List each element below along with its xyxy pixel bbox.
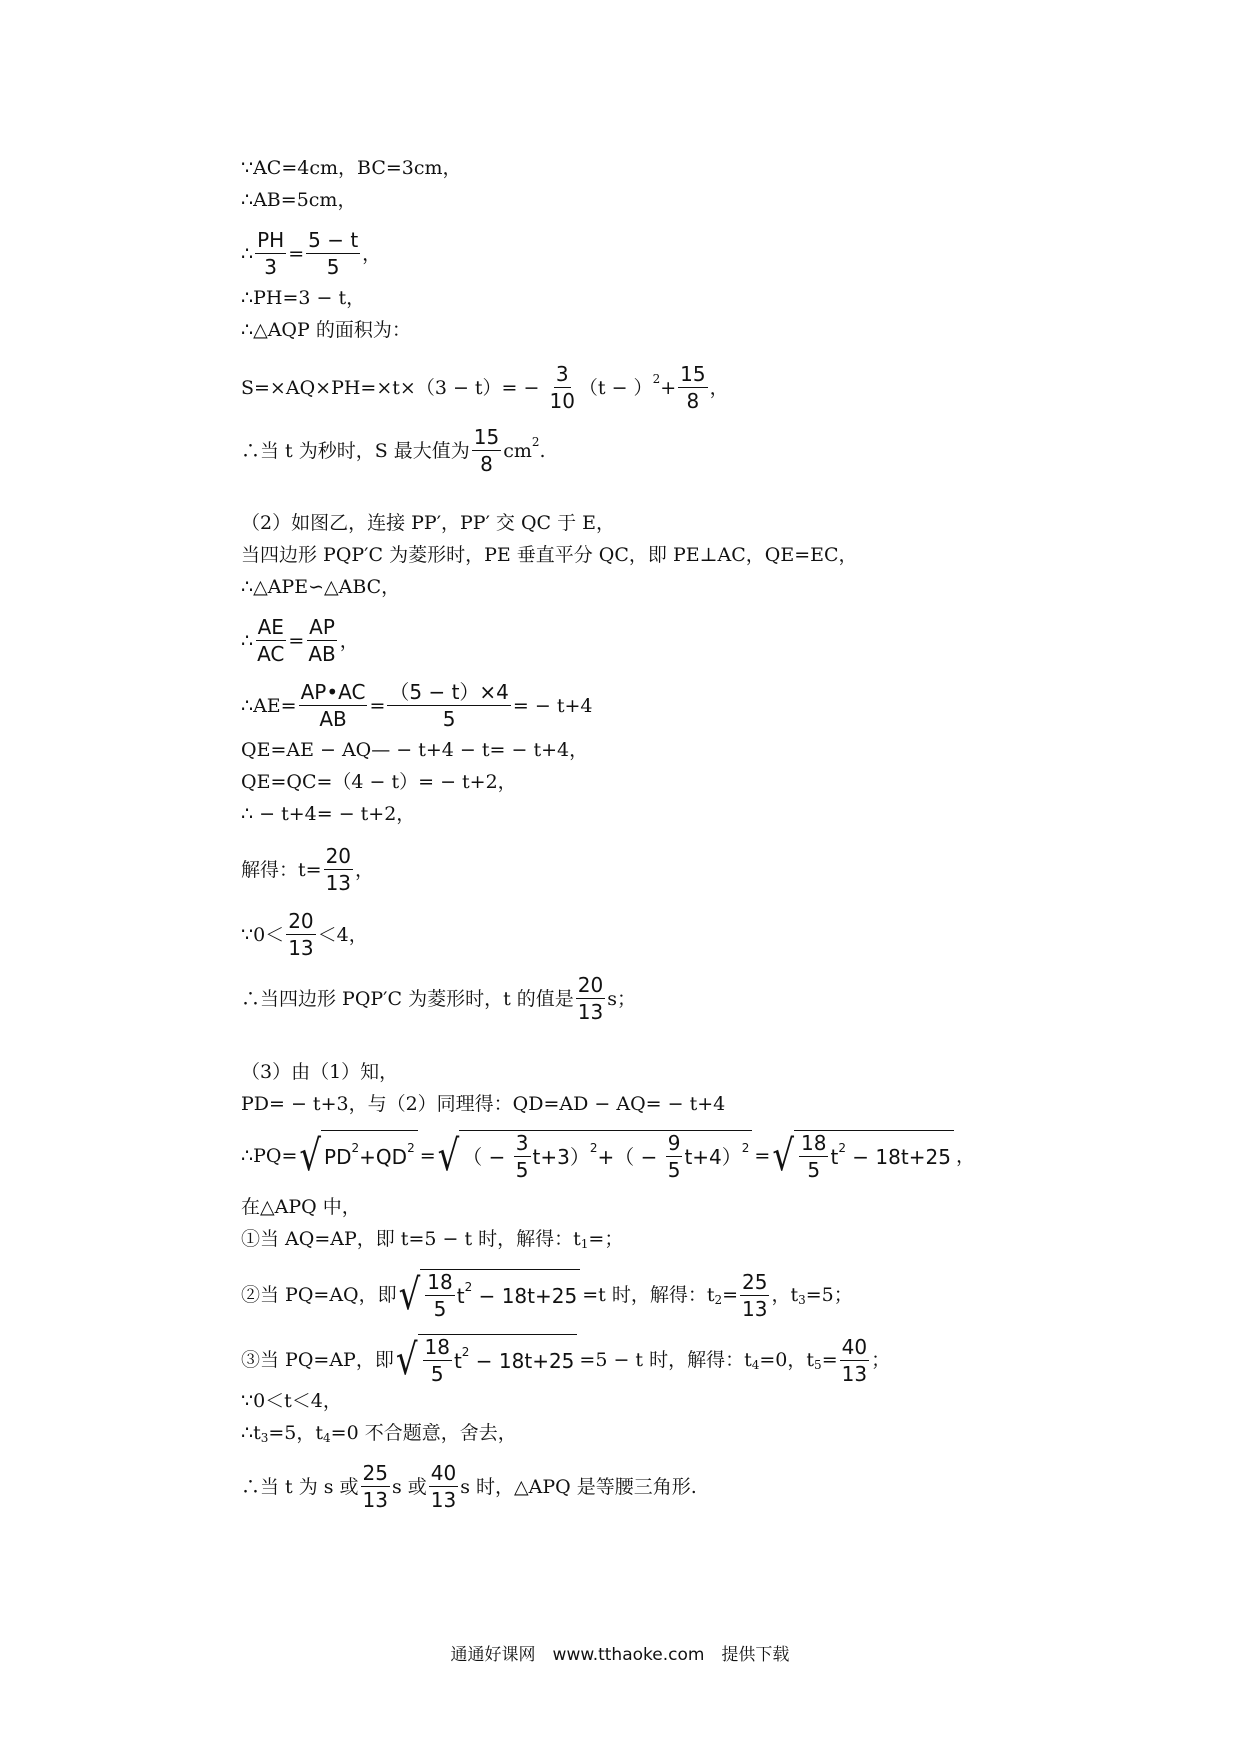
- denominator: 5: [667, 1158, 681, 1182]
- text: ∴△AQP 的面积为：: [241, 319, 411, 341]
- superscript: 2: [351, 1140, 360, 1155]
- line: [241, 1422, 517, 1444]
- denominator: 5: [442, 707, 456, 731]
- text: （3）由（1）知，: [241, 1061, 399, 1083]
- text: =: [821, 1349, 838, 1371]
- denominator: AB: [308, 642, 336, 666]
- fraction: [576, 973, 605, 1024]
- text: ∵0＜t＜4，: [241, 1390, 342, 1412]
- text: 解得：t=: [241, 858, 322, 881]
- text: s；: [607, 987, 636, 1010]
- formula-line: [241, 362, 729, 413]
- text: =: [369, 694, 386, 717]
- formula-line: [241, 1269, 853, 1321]
- fraction-line: [241, 844, 374, 895]
- line: [241, 576, 400, 598]
- text: QE=QC=（4 − t）= − t+2，: [241, 771, 517, 793]
- numerator: 25: [742, 1269, 768, 1294]
- text: 当四边形 PQP′C 为菱形时，PE 垂直平分 QC，即 PE⊥AC，QE=EC，: [241, 544, 858, 566]
- text: S=×AQ×PH=×t×（3 − t）= −: [241, 376, 546, 399]
- subscript: 3: [798, 1293, 806, 1307]
- numerator: AP: [309, 615, 335, 639]
- text: ∴当四边形 PQP′C 为菱形时，t 的值是: [241, 987, 574, 1010]
- fraction: [306, 228, 360, 279]
- text: ∴PQ=: [241, 1145, 298, 1167]
- fraction: [286, 909, 315, 960]
- text: （ −: [462, 1144, 512, 1169]
- fraction: [840, 1335, 869, 1386]
- text: − 18t+25: [472, 1283, 578, 1308]
- text: =: [754, 1145, 771, 1167]
- fraction-line: [241, 615, 359, 666]
- fraction: [678, 362, 707, 413]
- denominator: 13: [362, 1488, 388, 1512]
- line: [241, 1390, 342, 1412]
- denominator: 10: [549, 389, 575, 413]
- line: [241, 287, 365, 309]
- denominator: 13: [841, 1361, 868, 1386]
- numerator: 18: [427, 1270, 453, 1294]
- text: =；: [588, 1228, 624, 1250]
- text: ∴PH=3 − t，: [241, 287, 366, 309]
- square-root: √ $\frac{18}{5}$ t 2 − 18t+25: [772, 1130, 954, 1182]
- fraction: [799, 1131, 828, 1182]
- line: [241, 1061, 398, 1083]
- text: t+3）: [532, 1144, 590, 1169]
- text: PD= − t+3，与（2）同理得：QD=AD − AQ= − t+4: [241, 1093, 726, 1115]
- text: ，: [339, 629, 359, 652]
- numerator: （5 − t）×4: [389, 680, 509, 704]
- denominator: 13: [325, 871, 352, 895]
- fraction: [361, 1461, 390, 1512]
- denominator: AB: [319, 707, 347, 731]
- square-root: √ （ − $\frac{3}{5}$ t+3） 2 +（ − $\frac{9}{5}$ t+4） 2: [438, 1130, 753, 1182]
- text: ③当 PQ=AP，即: [241, 1349, 394, 1371]
- text: − 18t+25: [845, 1144, 951, 1169]
- text: =: [288, 242, 305, 265]
- text: PD: [324, 1144, 352, 1169]
- text: QE=AE − AQ— − t+4 − t= − t+4，: [241, 739, 589, 761]
- fraction: [423, 1335, 452, 1386]
- subscript: 1: [580, 1237, 589, 1251]
- text: ①当 AQ=AP，即 t=5 − t 时，解得：t: [241, 1228, 581, 1250]
- square-root: √ $\frac{18}{5}$ t 2 − 18t+25: [396, 1334, 578, 1386]
- superscript: 2: [652, 371, 661, 386]
- numerator: 20: [325, 844, 352, 868]
- text: ∴△APE∽△ABC，: [241, 576, 401, 598]
- denominator: 13: [288, 936, 314, 960]
- denominator: 13: [742, 1296, 768, 1321]
- numerator: 9: [667, 1131, 681, 1155]
- text: ；: [871, 1349, 891, 1371]
- line: [241, 544, 858, 566]
- fraction: [255, 615, 286, 666]
- denominator: AC: [257, 642, 285, 666]
- fraction: [299, 680, 368, 731]
- fraction: [666, 1131, 683, 1182]
- text: =5，t: [268, 1422, 324, 1444]
- text: s 时，△APQ 是等腰三角形.: [460, 1475, 697, 1498]
- superscript: 2: [407, 1140, 415, 1155]
- text: （2）如图乙，连接 PP′，PP′ 交 QC 于 E，: [241, 512, 616, 534]
- superscript: 2: [461, 1344, 470, 1359]
- line: [241, 771, 517, 793]
- text: ，: [362, 242, 382, 265]
- text: =5 − t 时，解得：t: [579, 1349, 752, 1371]
- denominator: 8: [686, 389, 700, 413]
- text: t: [453, 1348, 462, 1373]
- denominator: 3: [264, 255, 278, 279]
- text: ②当 PQ=AQ，即: [241, 1284, 397, 1306]
- numerator: 3: [515, 1131, 529, 1155]
- denominator: 5: [515, 1158, 529, 1182]
- fraction: [429, 1461, 458, 1512]
- line: [241, 803, 415, 825]
- text: =0 不合题意，舍去，: [330, 1422, 517, 1444]
- text: =: [288, 629, 305, 652]
- text: （t − ）: [578, 376, 653, 399]
- denominator: 13: [577, 1000, 604, 1024]
- text: =5；: [805, 1284, 853, 1306]
- text: .: [539, 439, 546, 462]
- line: [241, 512, 615, 534]
- numerator: 18: [424, 1335, 450, 1359]
- numerator: 3: [555, 362, 569, 386]
- fraction: [255, 228, 286, 279]
- formula-line: [241, 1130, 975, 1182]
- numerator: 20: [288, 909, 314, 933]
- square-root: √ $\frac{18}{5}$ t 2 − 18t+25: [399, 1269, 581, 1321]
- text: ∴ − t+4= − t+2，: [241, 803, 416, 825]
- superscript: 2: [741, 1140, 750, 1155]
- line: [241, 189, 356, 211]
- text: ，: [355, 858, 375, 881]
- subscript: 2: [714, 1293, 723, 1307]
- formula-line: [241, 1334, 890, 1386]
- text: =: [722, 1284, 739, 1306]
- superscript: 2: [589, 1140, 598, 1155]
- text: ∵0＜: [241, 923, 285, 946]
- denominator: 5: [807, 1158, 821, 1182]
- numerator: 5 − t: [308, 228, 359, 252]
- denominator: 13: [430, 1488, 457, 1512]
- subscript: 5: [814, 1358, 822, 1372]
- fraction: [472, 425, 501, 476]
- text: +（ −: [597, 1144, 664, 1169]
- fraction: [740, 1270, 769, 1321]
- text: t: [456, 1283, 465, 1308]
- formula-line: [241, 425, 546, 476]
- text: ，: [709, 376, 729, 399]
- text: ∴当 t 为秒时，S 最大值为: [241, 439, 470, 462]
- text: ∴t: [241, 1422, 261, 1444]
- text: s 或: [392, 1475, 427, 1498]
- square-root: √ PD 2 +QD 2: [299, 1130, 417, 1182]
- numerator: 20: [577, 973, 604, 997]
- line: [241, 1093, 725, 1115]
- text: ∴AE=: [241, 694, 297, 717]
- numerator: 18: [801, 1131, 827, 1155]
- line: [241, 1196, 361, 1218]
- fraction-line: [241, 909, 368, 960]
- text: +QD: [359, 1144, 408, 1169]
- numerator: PH: [257, 228, 285, 252]
- text: ∴AB=5cm，: [241, 189, 357, 211]
- line: [241, 319, 411, 341]
- text: ∴: [241, 242, 254, 265]
- superscript: 2: [464, 1279, 473, 1294]
- fraction: [547, 362, 576, 413]
- subscript: 4: [323, 1431, 331, 1445]
- fraction-line: [241, 973, 636, 1024]
- fraction: [324, 844, 353, 895]
- text: 在△APQ 中，: [241, 1196, 361, 1218]
- numerator: AP•AC: [300, 680, 366, 704]
- text: =t 时，解得：t: [582, 1284, 715, 1306]
- superscript: 2: [838, 1140, 846, 1155]
- denominator: 8: [480, 452, 493, 476]
- numerator: 15: [473, 425, 500, 449]
- text: ∵AC=4cm，BC=3cm，: [241, 157, 462, 179]
- line: [241, 739, 588, 761]
- numerator: 15: [680, 362, 706, 386]
- text: ＜4，: [317, 923, 368, 946]
- text: =0，t: [759, 1349, 815, 1371]
- text: ，: [955, 1145, 975, 1167]
- fraction: [306, 615, 337, 666]
- text: ∴当 t 为 s 或: [241, 1475, 359, 1498]
- text: = − t+4: [512, 694, 593, 717]
- fraction: [514, 1131, 531, 1182]
- superscript: 2: [531, 434, 540, 449]
- text: t: [830, 1144, 839, 1169]
- text: +: [660, 376, 677, 399]
- fraction: [425, 1270, 454, 1321]
- fraction-line: [241, 228, 381, 279]
- denominator: 5: [326, 255, 340, 279]
- numerator: AE: [257, 615, 284, 639]
- text: ，t: [771, 1284, 799, 1306]
- fraction-line: [241, 1461, 697, 1512]
- text: − 18t+25: [469, 1348, 575, 1373]
- numerator: 25: [362, 1461, 388, 1485]
- line: [241, 157, 462, 179]
- numerator: 40: [841, 1334, 868, 1359]
- numerator: 40: [430, 1461, 457, 1485]
- subscript: 3: [260, 1431, 269, 1445]
- subscript: 4: [751, 1358, 760, 1372]
- page-footer: 通通好课网 www.tthaoke.com 提供下载: [450, 1645, 790, 1665]
- text: cm: [503, 439, 532, 462]
- text: =: [419, 1145, 436, 1167]
- fraction-line: [241, 680, 592, 731]
- denominator: 5: [430, 1362, 444, 1386]
- text: ∴: [241, 629, 254, 652]
- line: [241, 1228, 623, 1250]
- denominator: 5: [433, 1297, 447, 1321]
- text: t+4）: [684, 1144, 742, 1169]
- fraction: [387, 680, 511, 731]
